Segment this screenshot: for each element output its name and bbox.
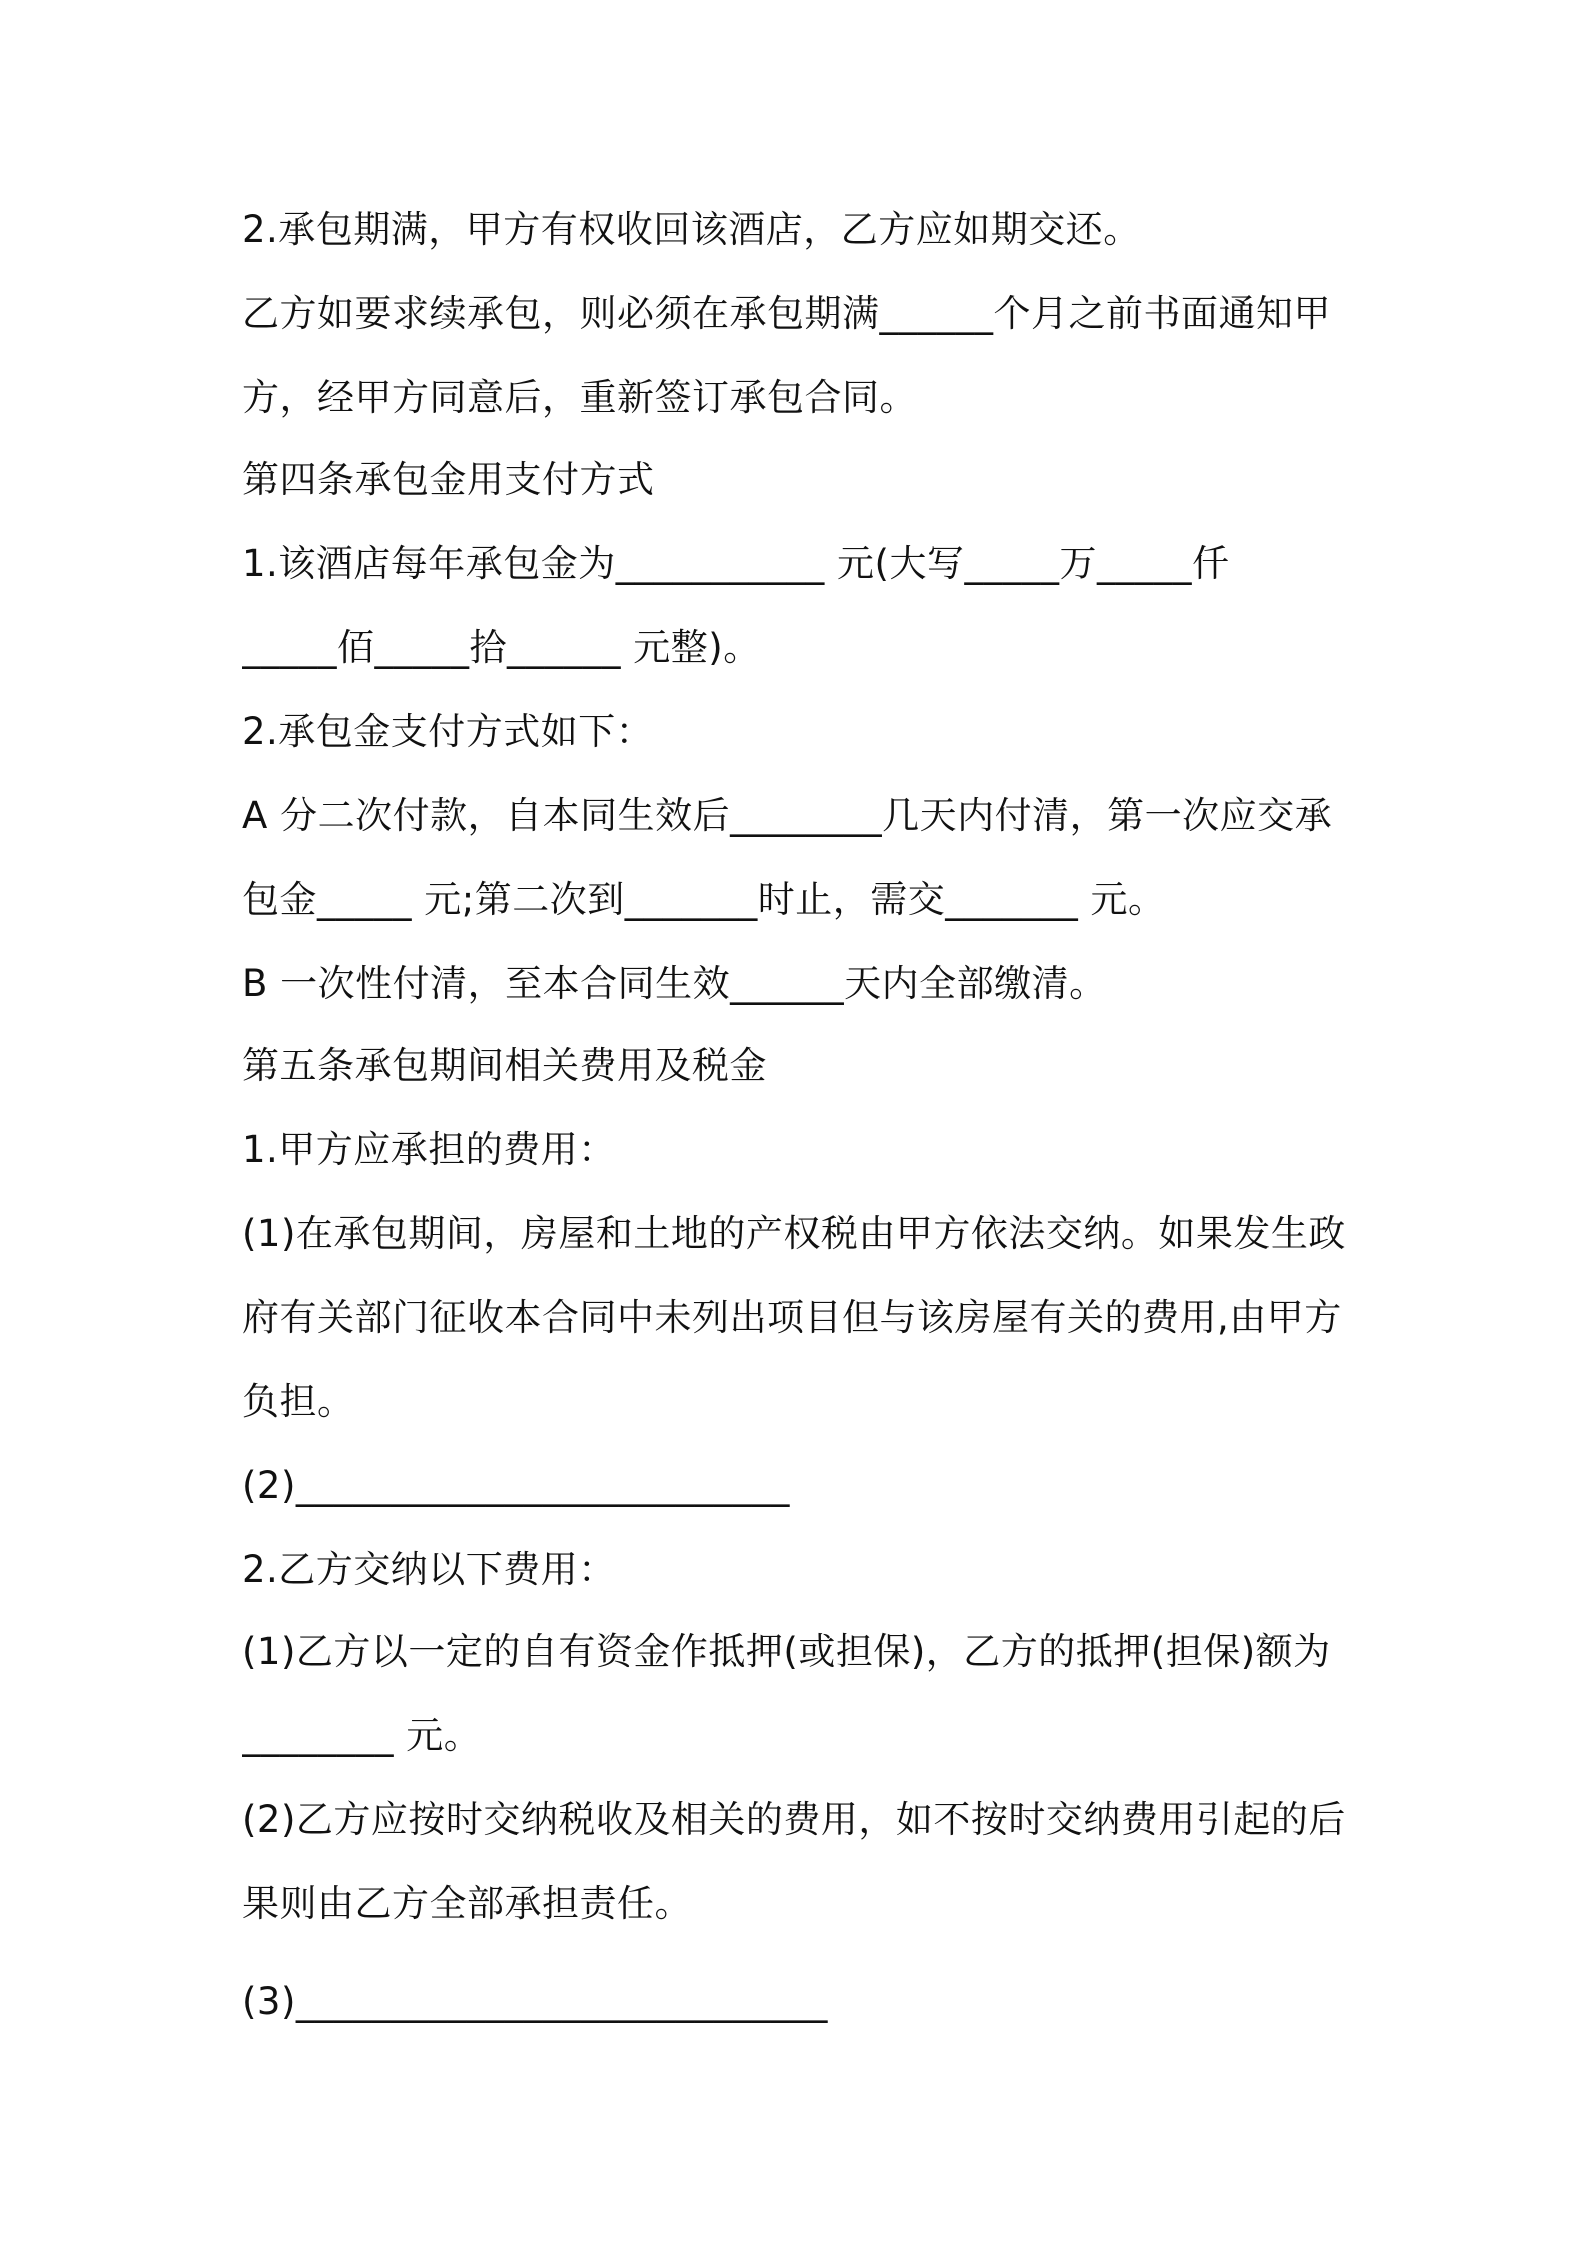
text-line: 果则由乙方全部承担责任。 [242,1882,692,1925]
text-line: (3)____________________________ [242,1980,828,2023]
text-line: 负担。 [242,1380,355,1423]
section-heading: 第五条承包期间相关费用及税金 [242,1044,767,1087]
text-line: ________ 元。 [242,1714,482,1757]
text-line: A 分二次付款，自本同生效后________几天内付清，第一次应交承 [242,794,1333,837]
text-line: 2.承包金支付方式如下： [242,710,654,753]
text-line: (2)__________________________ [242,1464,790,1507]
text-line: 1.甲方应承担的费用： [242,1128,616,1171]
text-line: 2.承包期满，甲方有权收回该酒店，乙方应如期交还。 [242,208,1141,251]
text-line: 1.该酒店每年承包金为___________ 元(大写_____万_____仟 [242,542,1230,585]
text-line: B 一次性付清，至本合同生效______天内全部缴清。 [242,962,1107,1005]
text-line: 2.乙方交纳以下费用： [242,1548,616,1591]
text-line: (2)乙方应按时交纳税收及相关的费用，如不按时交纳费用引起的后 [242,1798,1346,1841]
text-line: (1)在承包期间，房屋和土地的产权税由甲方依法交纳。如果发生政 [242,1212,1346,1255]
text-line: (1)乙方以一定的自有资金作抵押(或担保)，乙方的抵押(担保)额为 [242,1630,1331,1673]
text-line: 包金_____ 元;第二次到_______时止，需交_______ 元。 [242,878,1166,921]
text-line: 乙方如要求续承包，则必须在承包期满______个月之前书面通知甲 [242,292,1331,335]
text-line: _____佰_____拾______ 元整)。 [242,626,761,669]
text-line: 方，经甲方同意后，重新签订承包合同。 [242,376,917,419]
text-line: 府有关部门征收本合同中未列出项目但与该房屋有关的费用,由甲方 [242,1296,1342,1339]
section-heading: 第四条承包金用支付方式 [242,458,655,501]
